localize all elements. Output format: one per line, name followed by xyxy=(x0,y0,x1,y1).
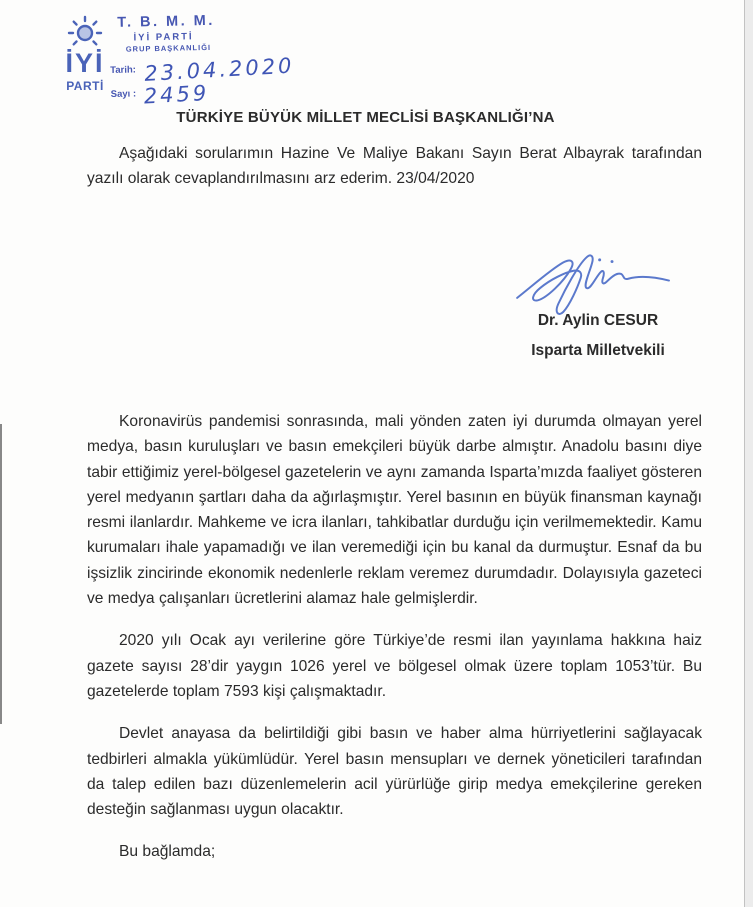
scan-right-edge-shadow xyxy=(744,0,753,907)
letter-body xyxy=(87,409,702,882)
stamp-line-tbmm: T. B. M. M. xyxy=(117,12,215,31)
intro-paragraph: Aşağıdaki sorularımın Hazine Ve Maliye Bakanı Sayın Berat Albayrak tarafından yazılı olarak cevaplandırılmasını arz ederim. 23/04/2020 xyxy=(87,145,702,188)
stamp-line-group: GRUP BAŞKANLIĞI xyxy=(125,42,212,54)
logo-text-iyi: İYİ xyxy=(65,48,105,78)
stamp-line-party: İYİ PARTİ xyxy=(133,31,194,44)
body-paragraph-2: 2020 yılı Ocak ayı verilerine göre Türkiye’de resmi ilan yayınlama hakkına haiz gazete sayısı 28’dir yaygın 1026 yerel ve bölgesel olmak üzere toplam 1053’tür. Bu gazetelerde toplam 7593 kişi çalışmaktadır. xyxy=(87,632,702,700)
sun-icon xyxy=(67,15,103,49)
handwritten-number: 2459 xyxy=(143,80,211,109)
stamp-date-row xyxy=(110,53,306,86)
stamp-number-row xyxy=(110,80,307,109)
signature-block xyxy=(478,250,718,360)
body-paragraph-1: Koronavirüs pandemisi sonrasında, mali yönden zaten iyi durumda olmayan yerel medya, basın kuruluşları ve basın emekçileri büyük darbe almıştır. Anadolu basını diye tabir ettiğimiz yerel-bölgesel gazetelerin ve aynı zamanda Isparta’mızda faaliyet gösteren yerel medyanın şartları daha da ağırlaşmıştır. Yerel basının en büyük finansman kaynağı resmi ilanlardır. Mahkeme ve icra ilanları, tahkibatlar durduğu için verilmemektedir. Kamu kurumaları ihale yapamadığı ve ilan veremediği için bu kanal da durmuştur. Esnaf da bu işsizlik zincirinde ekonomik nedenlerle reklam veremez durumdadır. Dolayısıyla gazeteci ve medya çalışanları ücretlerini alamaz hale gelmişlerdir. xyxy=(87,413,702,608)
tbmm-stamp xyxy=(105,11,307,109)
body-paragraph-3: Devlet anayasa da belirtildiği gibi basın ve haber alma hürriyetlerini sağlayacak tedbirleri almakla yükümlüdür. Yerel basın mensupları ve dernek yöneticileri tarafından da talep edilen bazı düzenlemelerin acil yürürlüğe girip medya emekçilerine gereken desteğin sağlanması uygun olacaktır. xyxy=(87,725,702,819)
recipient-title: TÜRKİYE BÜYÜK MİLLET MECLİSİ BAŞKANLIĞI’NA xyxy=(176,109,555,126)
body-paragraph-4: Bu bağlamda; xyxy=(119,843,216,861)
signature-scribble xyxy=(498,250,698,316)
number-label: Sayı : xyxy=(110,88,137,101)
signatory-title: Isparta Milletvekili xyxy=(531,342,665,359)
logo-text-parti: PARTİ xyxy=(66,79,104,93)
date-label: Tarih: xyxy=(110,64,137,77)
handwritten-date: 23.04.2020 xyxy=(143,53,295,86)
signatory-name: Dr. Aylin CESUR xyxy=(537,312,659,329)
scan-left-edge-artifact xyxy=(0,424,2,724)
